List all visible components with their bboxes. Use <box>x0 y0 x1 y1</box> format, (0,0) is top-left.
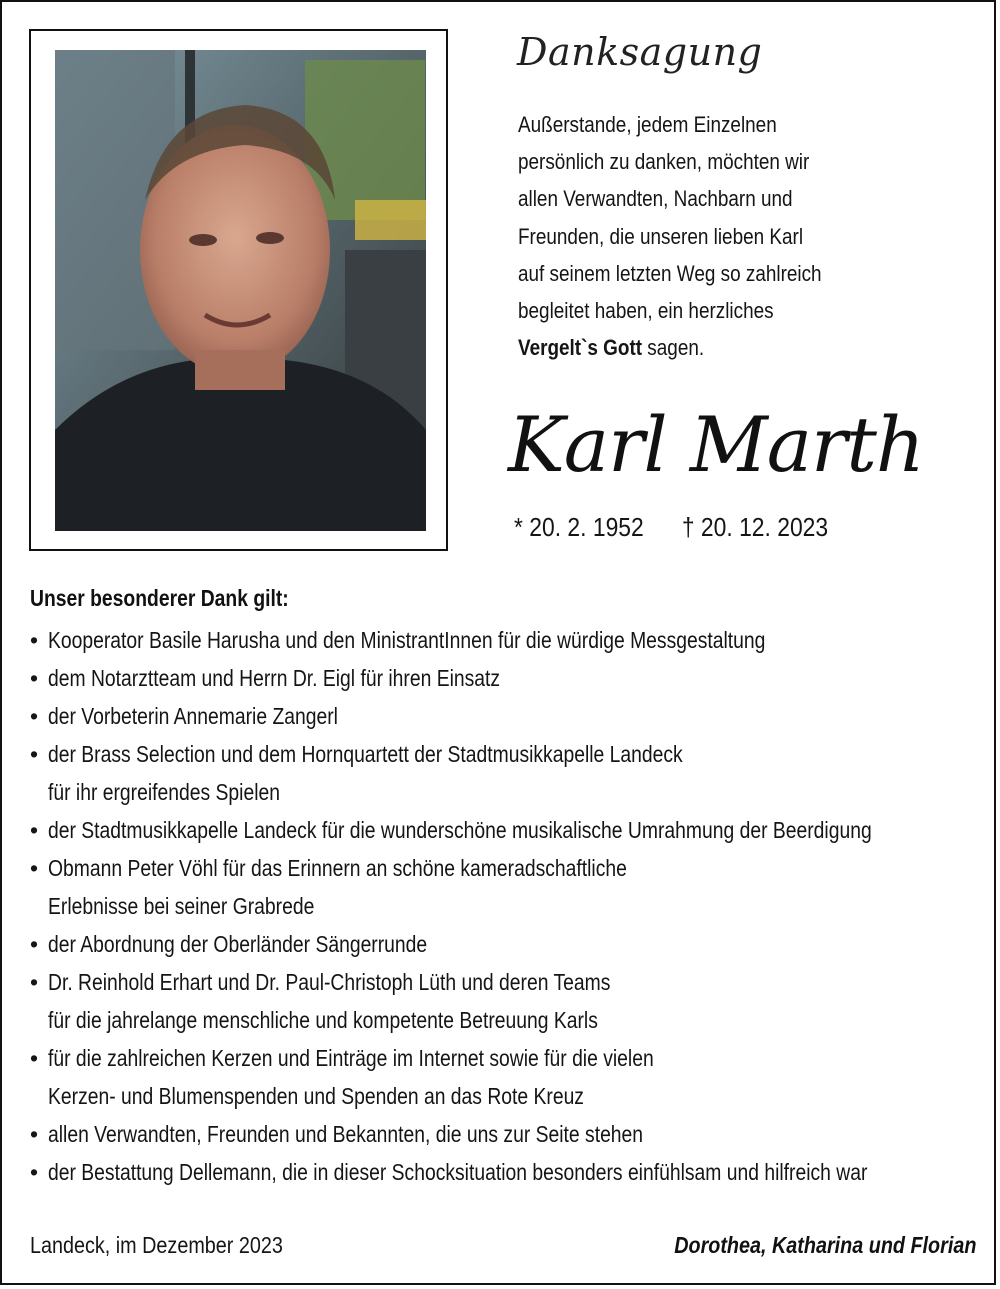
birth-date: * 20. 2. 1952 <box>514 512 644 542</box>
bullet-icon: • <box>30 741 39 767</box>
thanks-item-text: der Brass Selection und dem Hornquartett der Stadtmusikkapelle Landeck <box>48 741 683 767</box>
thanks-item <box>30 1115 990 1153</box>
intro-line: auf seinem letzten Weg so zahlreich <box>518 260 822 286</box>
thanks-item-text: dem Notarztteam und Herrn Dr. Eigl für ihren Einsatz <box>48 665 501 691</box>
thanks-item <box>30 811 990 849</box>
thanks-item-text: Kooperator Basile Harusha und den MinistrantInnen für die würdige Messgestaltung <box>48 627 766 653</box>
intro-line-last <box>518 329 862 366</box>
thanks-item <box>30 925 990 963</box>
thanks-item-text: Kerzen- und Blumenspenden und Spenden an das Rote Kreuz <box>48 1083 584 1109</box>
thanks-item <box>30 849 990 887</box>
bullet-icon: • <box>30 1121 39 1147</box>
thanks-list <box>30 621 990 1191</box>
thanks-item-continuation <box>30 887 990 925</box>
intro-line: Freunden, die unseren lieben Karl <box>518 223 804 249</box>
thanks-item-text: Obmann Peter Vöhl für das Erinnern an schöne kameradschaftliche <box>48 855 627 881</box>
thanks-item <box>30 963 990 1001</box>
bullet-icon: • <box>30 817 39 843</box>
bullet-icon: • <box>30 665 39 691</box>
thanks-item <box>30 659 990 697</box>
intro-text <box>518 106 918 366</box>
bullet-icon: • <box>30 931 39 957</box>
thanks-item-text: Erlebnisse bei seiner Grabrede <box>48 893 315 919</box>
thanks-item-text: der Vorbeterin Annemarie Zangerl <box>48 703 338 729</box>
bullet-icon: • <box>30 703 39 729</box>
bullet-icon: • <box>30 855 39 881</box>
thanks-item <box>30 621 990 659</box>
intro-line: begleitet haben, ein herzliches <box>518 298 774 324</box>
intro-line: persönlich zu danken, möchten wir <box>518 149 810 175</box>
thanks-item <box>30 1153 990 1191</box>
intro-last-rest: sagen. <box>642 335 705 361</box>
thanks-item-text: für die zahlreichen Kerzen und Einträge im Internet sowie für die vielen <box>48 1045 654 1071</box>
intro-line: Außerstande, jedem Einzelnen <box>518 112 777 137</box>
intro-line: allen Verwandten, Nachbarn und <box>518 186 793 212</box>
thanks-item-text: der Bestattung Dellemann, die in dieser Schocksituation besonders einfühlsam und hilfreich war <box>48 1159 868 1185</box>
place-date: Landeck, im Dezember 2023 <box>30 1232 283 1258</box>
thanks-item <box>30 697 990 735</box>
thanks-title: Unser besonderer Dank gilt: <box>30 585 289 611</box>
thanks-item-text: für die jahrelange menschliche und kompetente Betreuung Karls <box>48 1007 598 1033</box>
thanks-item-text: der Abordnung der Oberländer Sängerrunde <box>48 931 428 957</box>
portrait-frame <box>29 29 448 551</box>
thanks-item-text: der Stadtmusikkapelle Landeck für die wunderschöne musikalische Umrahmung der Beerdigung <box>48 817 872 843</box>
signatories: Dorothea, Katharina und Florian <box>673 1232 976 1258</box>
vergelts-gott: Vergelt`s Gott <box>518 335 643 361</box>
heading-danksagung: Danksagung <box>517 30 763 74</box>
thanks-item-continuation <box>30 773 990 811</box>
thanks-item <box>30 735 990 773</box>
deceased-name: Karl Marth <box>508 400 924 489</box>
bullet-icon: • <box>30 1045 39 1071</box>
thanks-item-text: für ihr ergreifendes Spielen <box>48 779 280 805</box>
death-date: † 20. 12. 2023 <box>681 512 829 542</box>
thanks-item-continuation <box>30 1077 990 1115</box>
thanks-item-text: allen Verwandten, Freunden und Bekannten, die uns zur Seite stehen <box>48 1121 644 1147</box>
bullet-icon: • <box>30 1159 39 1185</box>
bullet-icon: • <box>30 969 39 995</box>
thanks-item-text: Dr. Reinhold Erhart und Dr. Paul-Christoph Lüth und deren Teams <box>48 969 611 995</box>
life-dates <box>514 512 828 543</box>
bullet-icon: • <box>30 627 39 653</box>
thanks-item-continuation <box>30 1001 990 1039</box>
thanks-item <box>30 1039 990 1077</box>
portrait-photo <box>55 50 426 531</box>
